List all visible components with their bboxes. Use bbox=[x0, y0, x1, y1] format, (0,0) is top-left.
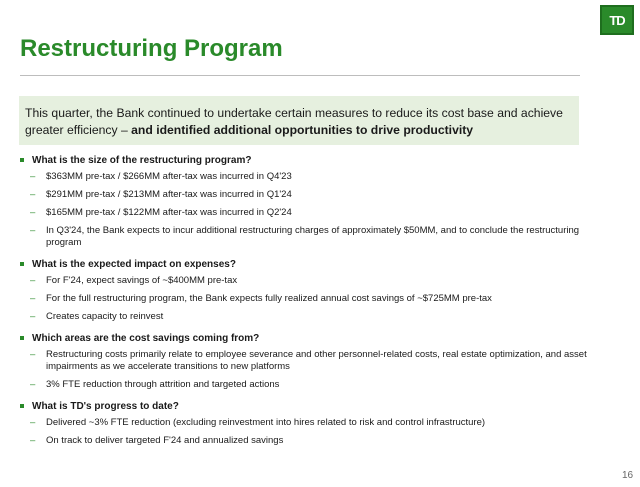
section-question bbox=[20, 258, 595, 271]
square-bullet-icon bbox=[20, 336, 24, 340]
item-text: Creates capacity to reinvest bbox=[46, 311, 164, 322]
list-item bbox=[20, 417, 595, 429]
faq-content bbox=[20, 154, 595, 456]
dash-bullet-icon: – bbox=[30, 311, 36, 322]
question-text: What is the size of the restructuring program? bbox=[32, 155, 252, 166]
list-item bbox=[20, 349, 595, 373]
td-logo: TD bbox=[600, 5, 634, 35]
callout-text: This quarter, the Bank continued to undertake certain measures to reduce its cost base and achieve greater efficiency – bbox=[25, 106, 563, 137]
item-text: 3% FTE reduction through attrition and targeted actions bbox=[46, 379, 280, 390]
dash-bullet-icon: – bbox=[30, 293, 36, 304]
square-bullet-icon bbox=[20, 158, 24, 162]
dash-bullet-icon: – bbox=[30, 417, 36, 428]
list-item bbox=[20, 171, 595, 183]
dash-bullet-icon: – bbox=[30, 171, 36, 182]
item-text: $363MM pre-tax / $266MM after-tax was incurred in Q4'23 bbox=[46, 171, 292, 182]
square-bullet-icon bbox=[20, 262, 24, 266]
section-progress bbox=[20, 400, 595, 447]
list-item bbox=[20, 293, 595, 305]
item-text: For the full restructuring program, the Bank expects fully realized annual cost savings of ~$725MM pre-tax bbox=[46, 293, 492, 304]
dash-bullet-icon: – bbox=[30, 207, 36, 218]
slide-title: Restructuring Program bbox=[20, 35, 283, 62]
section-question bbox=[20, 332, 595, 345]
dash-bullet-icon: – bbox=[30, 435, 36, 446]
item-text: On track to deliver targeted F'24 and annualized savings bbox=[46, 435, 284, 446]
list-item bbox=[20, 225, 595, 249]
section-question bbox=[20, 400, 595, 413]
list-item bbox=[20, 207, 595, 219]
list-item bbox=[20, 275, 595, 287]
item-text: Delivered ~3% FTE reduction (excluding reinvestment into hires related to risk and control infrastructure) bbox=[46, 417, 486, 428]
item-text: $291MM pre-tax / $213MM after-tax was incurred in Q1'24 bbox=[46, 189, 292, 200]
square-bullet-icon bbox=[20, 404, 24, 408]
list-item bbox=[20, 435, 595, 447]
item-text: For F'24, expect savings of ~$400MM pre-tax bbox=[46, 275, 238, 286]
item-text: $165MM pre-tax / $122MM after-tax was incurred in Q2'24 bbox=[46, 207, 292, 218]
dash-bullet-icon: – bbox=[30, 225, 36, 236]
page-number: 16 bbox=[622, 470, 634, 481]
dash-bullet-icon: – bbox=[30, 275, 36, 286]
summary-callout bbox=[19, 96, 579, 145]
list-item bbox=[20, 379, 595, 391]
list-item bbox=[20, 189, 595, 201]
dash-bullet-icon: – bbox=[30, 379, 36, 390]
section-program-size bbox=[20, 154, 595, 249]
item-text: In Q3'24, the Bank expects to incur additional restructuring charges of approximately $50MM, and to conclude the restructuring program bbox=[46, 225, 580, 248]
title-divider bbox=[20, 75, 580, 76]
section-expense-impact bbox=[20, 258, 595, 323]
list-item bbox=[20, 311, 595, 323]
question-text: Which areas are the cost savings coming from? bbox=[32, 333, 260, 344]
dash-bullet-icon: – bbox=[30, 189, 36, 200]
dash-bullet-icon: – bbox=[30, 349, 36, 360]
item-text: Restructuring costs primarily relate to employee severance and other personnel-related costs, real estate optimization, and asset impairments as we accelerate transitions to new platforms bbox=[46, 349, 587, 372]
question-text: What is TD's progress to date? bbox=[32, 401, 179, 412]
section-question bbox=[20, 154, 595, 167]
section-savings-areas bbox=[20, 332, 595, 391]
question-text: What is the expected impact on expenses? bbox=[32, 259, 236, 270]
callout-bold-text: and identified additional opportunities to drive productivity bbox=[127, 123, 474, 137]
